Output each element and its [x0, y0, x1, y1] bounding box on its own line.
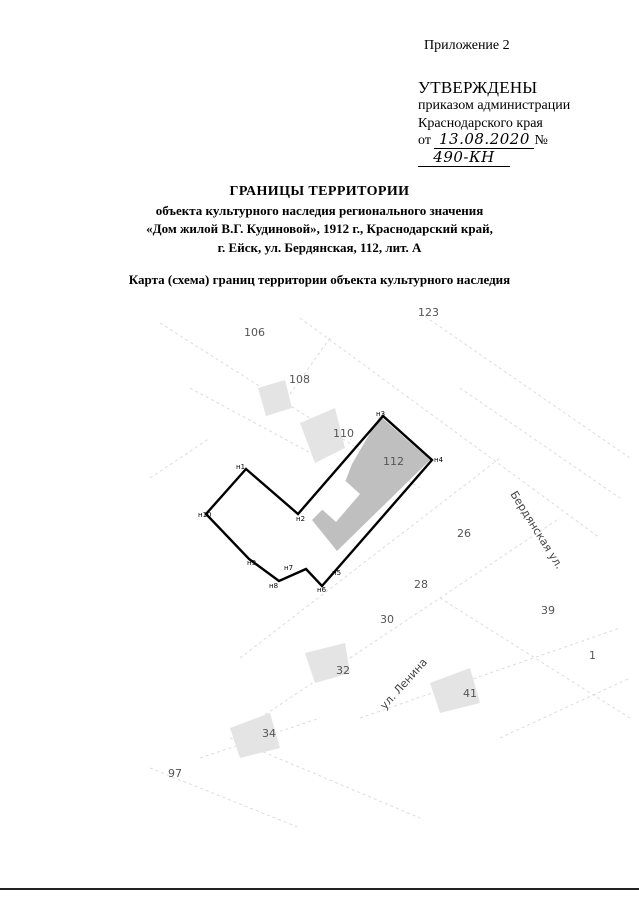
lot-26: 26 [457, 527, 471, 540]
boundary-map [0, 298, 639, 838]
page-bottom-rule [0, 888, 639, 890]
doc-subtitle-line2: «Дом жилой В.Г. Кудиновой», 1912 г., Краснодарский край, [146, 221, 493, 236]
appendix-label: Приложение 2 [424, 38, 510, 53]
point-n5: н5 [332, 569, 342, 577]
lot-39: 39 [541, 604, 555, 617]
order-number-handwritten: 490-КН [418, 149, 510, 167]
map-caption: Карта (схема) границ территории объекта культурного наследия [128, 272, 511, 287]
order-issuer-line1: приказом администрации [418, 98, 571, 113]
lot-1: 1 [589, 649, 596, 662]
point-n2: н2 [296, 515, 306, 523]
cadastral-background [150, 313, 630, 828]
point-n8: н8 [269, 582, 279, 590]
point-n1: н1 [236, 463, 246, 471]
doc-title: ГРАНИЦЫ ТЕРРИТОРИИ [229, 184, 410, 199]
order-date-handwritten: 13.08.2020 [434, 131, 534, 149]
lot-41: 41 [463, 687, 477, 700]
order-issuer-line2: Краснодарского края [418, 116, 543, 131]
lot-112: 112 [383, 455, 404, 468]
point-n4: н4 [434, 456, 444, 464]
lot-28: 28 [414, 578, 428, 591]
point-n9: н9 [247, 559, 257, 567]
approved-heading: УТВЕРЖДЕНЫ [418, 78, 538, 97]
lot-32: 32 [336, 664, 350, 677]
doc-subtitle-line3: г. Ейск, ул. Бердянская, 112, лит. А [217, 240, 422, 255]
street-berdyanskaya: Бердянская ул. [507, 488, 566, 572]
lot-34: 34 [262, 727, 276, 740]
lot-123: 123 [418, 306, 439, 319]
point-n10: н10 [198, 511, 212, 519]
lot-30: 30 [380, 613, 394, 626]
point-n7: н7 [284, 564, 294, 572]
order-date-line [418, 131, 639, 167]
point-n6: н6 [317, 586, 327, 594]
point-n3: н3 [376, 410, 386, 418]
doc-subtitle-line1: объекта культурного наследия регионального значения [155, 203, 484, 218]
order-date-prefix: от [418, 133, 431, 148]
lot-106: 106 [244, 326, 265, 339]
order-number-label: № [534, 133, 548, 148]
lot-110: 110 [333, 427, 354, 440]
lot-97: 97 [168, 767, 182, 780]
street-lenina: ул. Ленина [377, 655, 430, 713]
lot-108: 108 [289, 373, 310, 386]
